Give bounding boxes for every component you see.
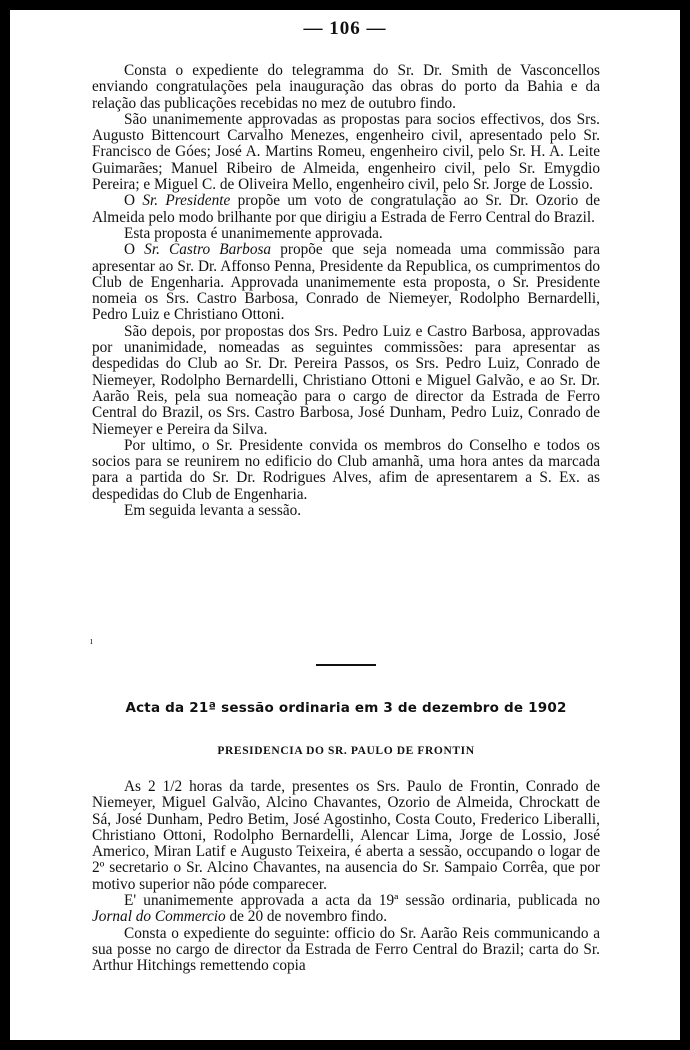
- paragraph-attendance: As 2 1/2 horas da tarde, presentes os Srs. Paulo de Frontin, Conrado de Niemeyer, Miguel Galvão, Alcino Chavantes, Ozorio de Almeida, Chrockatt de Sá, José Dunham, Pedro Betim, José Agostinho, Costa Couto, Frederico Liberalli, Christiano Ottoni, Rodolpho Bernardelli, Alencar Lima, Jorge de Lossio, José Americo, Miran Latif e Augusto Teixeira, é aberta a sessão, occupando o logar de 2º secretario o Sr. Alcino Chavantes, na ausencia do Sr. Sampaio Corrêa, que por motivo superior não póde comparecer.: [92, 778, 600, 893]
- minutes-previous-session: [92, 63, 600, 519]
- paragraph-commissions-named: São depois, por propostas dos Srs. Pedro Luiz e Castro Barbosa, approvadas por unanimidade, nomeadas as seguintes commissões: para apresentar as despedidas do Club ao Sr. Dr. Pereira Passos, os Srs. Pedro Luiz, Conrado de Niemeyer, Rodolpho Bernardelli, Christiano Ottoni e Miguel Galvão, e ao Sr. Dr. Aarão Reis, pela sua nomeação para o cargo de director da Estrada de Ferro Central do Brazil, os Srs. Castro Barbosa, José Dunham, Pedro Luiz, Conrado de Niemeyer e Pereira da Silva.: [92, 322, 600, 438]
- speaker-name: Sr. Castro Barbosa: [144, 241, 272, 259]
- minutes-new-session: [92, 779, 600, 975]
- text-prefix: E' unanimemente approvada a acta da 19ª sessão ordinaria, publicada no: [124, 892, 600, 910]
- paragraph-closing: Em seguida levanta a sessão.: [124, 502, 302, 520]
- text-body: propõe um voto de congratulação ao Sr. Dr. Ozorio de Almeida pelo modo brilhante por que dirigiu a Estrada de Ferro Central do Brazil.: [92, 192, 600, 226]
- document-page: [10, 10, 680, 1040]
- paragraph-new-members: São unanimemente approvadas as propostas para socios effectivos, dos Srs. Augusto Bittencourt Carvalho Menezes, engenheiro civil, apresentado pelo Sr. Francisco de Góes; José A. Martins Romeu, engenheiro civil, pelo Sr. H. A. Leite Guimarães; Manuel Ribeiro de Almeida, engenheiro civil, pelo Sr. Emygdio Pereira; e Miguel C. de Oliveira Mello, engenheiro civil, pelo Sr. Jorge de Lossio.: [92, 110, 600, 194]
- acta-heading: Acta da 21ª sessão ordinaria em 3 de dezembro de 1902: [125, 700, 567, 716]
- paragraph-minutes-approval: [92, 893, 600, 926]
- text-body: de 20 de novembro findo.: [225, 908, 388, 926]
- margin-mark: ı: [90, 636, 93, 647]
- text-prefix: O: [124, 192, 143, 210]
- paragraph-president-proposal: [92, 193, 600, 226]
- text-body: propõe que seja nomeada uma commissão para apresentar ao Sr. Dr. Affonso Penna, Presidente da Republica, os cumprimentos do Club de Engenharia. Approvada unanimemente esta proposta, o Sr. Presidente nomeia os Srs. Castro Barbosa, Conrado de Niemeyer, Rodolpho Bernardelli, Pedro Luiz e Christiano Ottoni.: [92, 241, 600, 324]
- paragraph-telegram: Consta o expediente do telegramma do Sr. Dr. Smith de Vasconcellos enviando congratulações pela inauguração das obras do porto da Bahia e da relação das publicações recebidas no mez de outubro findo.: [92, 62, 600, 112]
- page-number: — 106 —: [303, 18, 387, 39]
- journal-name: Jornal do Commercio: [92, 908, 226, 926]
- paragraph-commission: [92, 242, 600, 323]
- paragraph-correspondence: Consta o expediente do seguinte: officio do Sr. Aarão Reis communicando a sua posse no cargo de director da Estrada de Ferro Central do Brazil; carta do Sr. Arthur Hitchings remettendo copia: [92, 924, 600, 975]
- section-divider: [316, 664, 376, 666]
- speaker-name: Sr. Presidente: [142, 192, 231, 210]
- paragraph-invitation: Por ultimo, o Sr. Presidente convida os membros do Conselho e todos os socios para se reunirem no edificio do Club amanhã, uma hora antes da marcada para a partida do Sr. Dr. Rodrigues Alves, afim de apresentarem a S. Ex. as despedidas do Club de Engenharia.: [92, 436, 600, 503]
- presidency-heading: PRESIDENCIA DO SR. PAULO DE FRONTIN: [217, 745, 475, 757]
- text-prefix: O: [124, 241, 145, 259]
- paragraph-approval: Esta proposta é unanimemente approvada.: [124, 224, 383, 242]
